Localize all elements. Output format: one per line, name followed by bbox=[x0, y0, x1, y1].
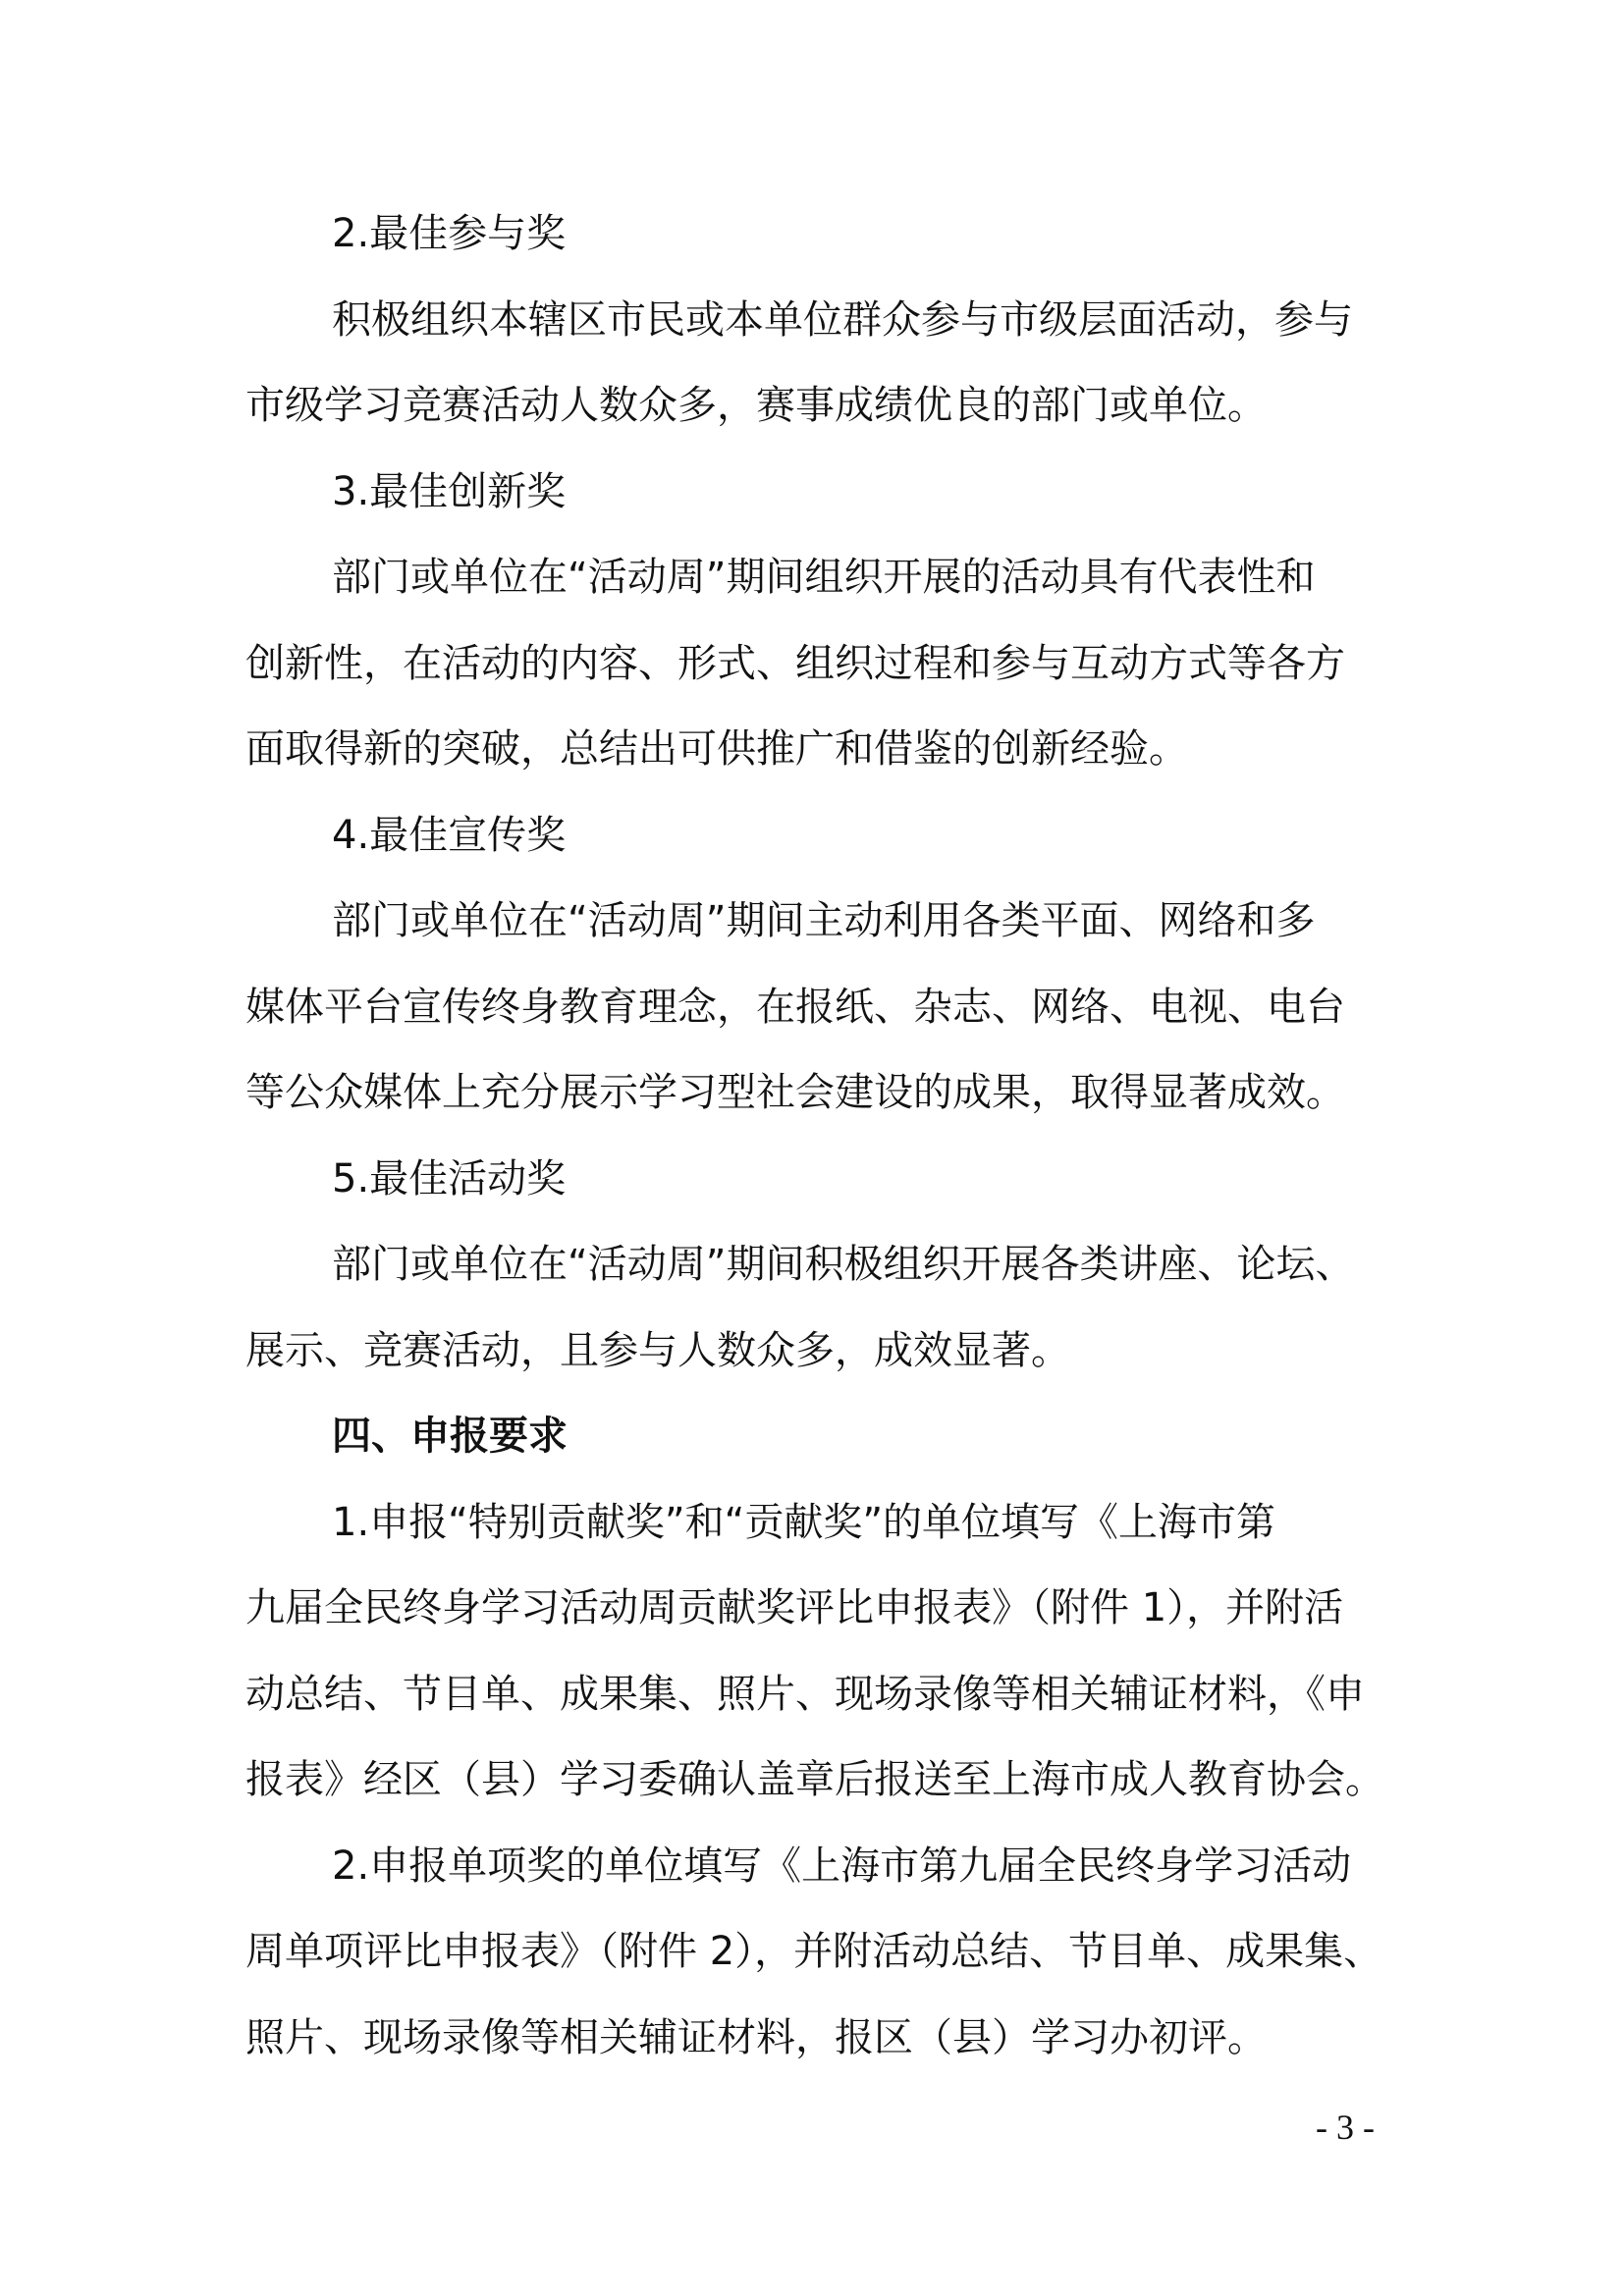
paragraph-line: 部门或单位在“活动周”期间主动利用各类平面、网络和多 bbox=[332, 898, 1316, 943]
paragraph-line: 部门或单位在“活动周”期间组织开展的活动具有代表性和 bbox=[332, 555, 1316, 600]
paragraph-line: 1.申报“特别贡献奖”和“贡献奖”的单位填写《上海市第 bbox=[332, 1500, 1276, 1545]
section-heading: 3.最佳创新奖 bbox=[332, 469, 567, 514]
paragraph-line: 媒体平台宣传终身教育理念，在报纸、杂志、网络、电视、电台 bbox=[245, 985, 1345, 1030]
paragraph-line: 市级学习竞赛活动人数众多，赛事成绩优良的部门或单位。 bbox=[245, 383, 1267, 428]
paragraph-line: 面取得新的突破，总结出可供推广和借鉴的创新经验。 bbox=[245, 726, 1188, 772]
section-heading: 2.最佳参与奖 bbox=[332, 211, 567, 256]
paragraph-line: 周单项评比申报表》（附件 2），并附活动总结、节目单、成果集、 bbox=[245, 1929, 1383, 1974]
section-heading: 4.最佳宣传奖 bbox=[332, 813, 567, 858]
paragraph-line: 积极组织本辖区市民或本单位群众参与市级层面活动，参与 bbox=[332, 297, 1353, 343]
section-heading: 四、申报要求 bbox=[332, 1414, 568, 1459]
paragraph-line: 部门或单位在“活动周”期间积极组织开展各类讲座、论坛、 bbox=[332, 1242, 1355, 1287]
paragraph-line: 展示、竞赛活动，且参与人数众多，成效显著。 bbox=[245, 1328, 1070, 1373]
paragraph-line: 报表》经区（县）学习委确认盖章后报送至上海市成人教育协会。 bbox=[245, 1757, 1384, 1802]
section-heading: 5.最佳活动奖 bbox=[332, 1156, 567, 1201]
paragraph-line: 等公众媒体上充分展示学习型社会建设的成果，取得显著成效。 bbox=[245, 1070, 1345, 1115]
paragraph-line: 九届全民终身学习活动周贡献奖评比申报表》（附件 1），并附活 bbox=[245, 1585, 1344, 1630]
page-number: - 3 - bbox=[1316, 2108, 1375, 2147]
paragraph-line: 2.申报单项奖的单位填写《上海市第九届全民终身学习活动 bbox=[332, 1843, 1352, 1889]
paragraph-line: 照片、现场录像等相关辅证材料，报区（县）学习办初评。 bbox=[245, 2015, 1267, 2060]
paragraph-line: 创新性，在活动的内容、形式、组织过程和参与互动方式等各方 bbox=[245, 641, 1345, 686]
paragraph-line: 动总结、节目单、成果集、照片、现场录像等相关辅证材料，《申 bbox=[245, 1672, 1365, 1717]
